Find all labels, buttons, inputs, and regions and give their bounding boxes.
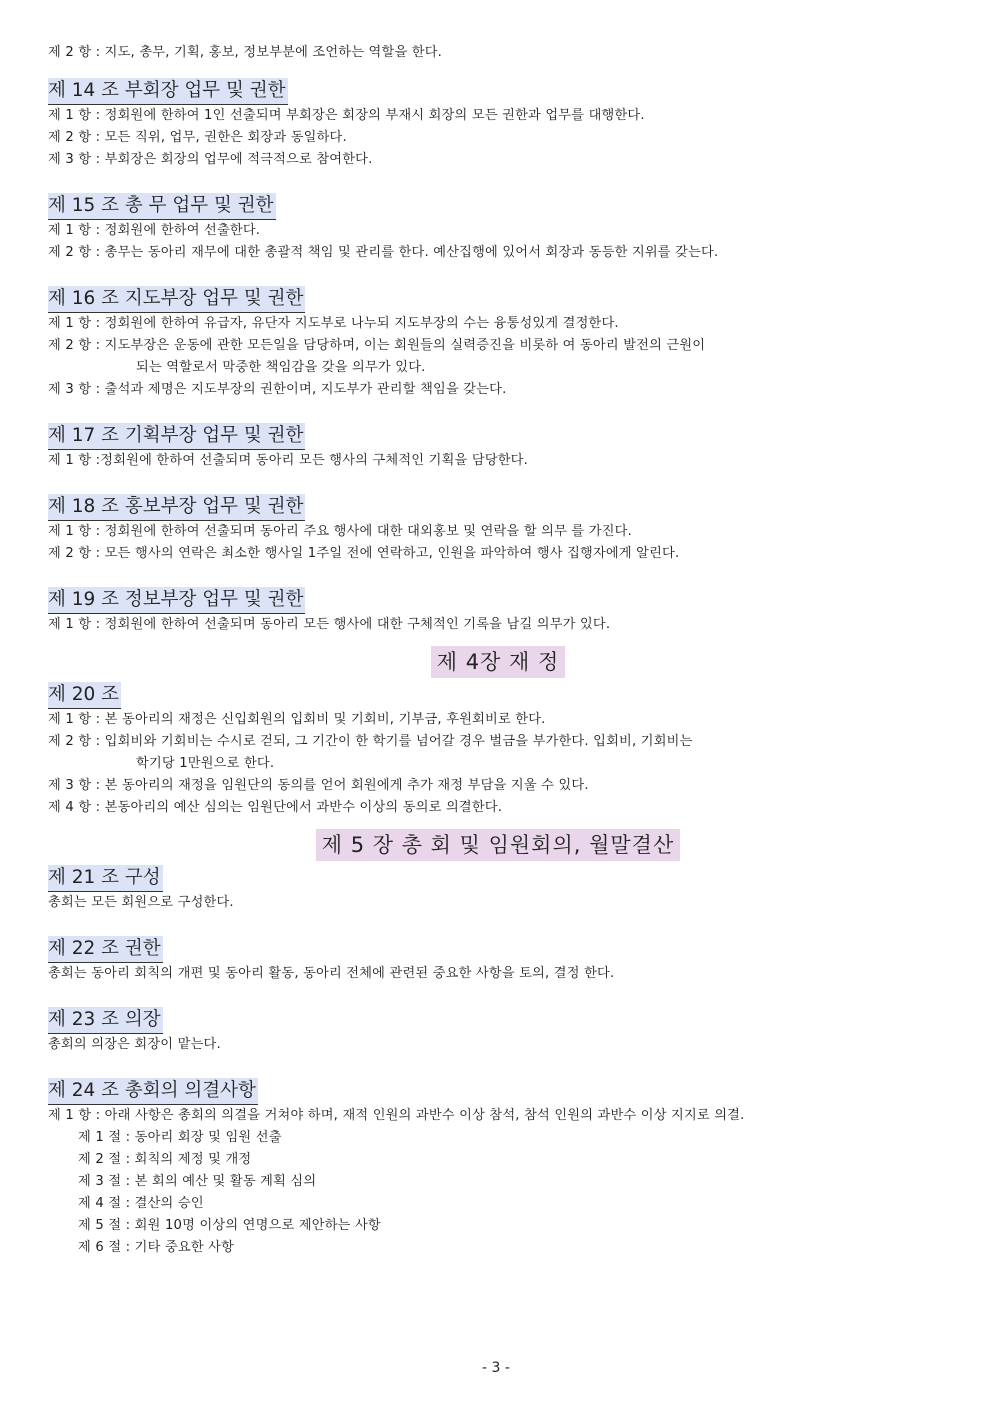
clause-line: 총회의 의장은 회장이 맡는다. [48, 1037, 221, 1052]
page-number: - 3 - [482, 1360, 510, 1376]
sub-item: 제 4 절 : 결산의 승인 [78, 1196, 204, 1211]
article-14-heading: 제 14 조 부회장 업무 및 권한 [48, 78, 288, 105]
article-16-heading: 제 16 조 지도부장 업무 및 권한 [48, 286, 305, 313]
article-17-heading: 제 17 조 기획부장 업무 및 권한 [48, 423, 305, 450]
clause-line: 제 3 항 : 부회장은 회장의 업무에 적극적으로 참여한다. [48, 152, 373, 167]
clause-line: 제 1 항 : 정회원에 한하여 선출되며 동아리 주요 행사에 대한 대외홍보 및 연락을 할 의무 를 가진다. [48, 524, 632, 539]
article-20-heading: 제 20 조 [48, 682, 121, 709]
article-22-heading: 제 22 조 권한 [48, 936, 163, 963]
clause-line: 제 2 항 : 입회비와 기회비는 수시로 걷되, 그 기간이 한 학기를 넘어갈 경우 벌금을 부가한다. 입회비, 기회비는 [48, 734, 693, 749]
article-19-heading: 제 19 조 정보부장 업무 및 권한 [48, 587, 305, 614]
article-18-heading: 제 18 조 홍보부장 업무 및 권한 [48, 494, 305, 521]
clause-line: 제 2 항 : 지도, 총무, 기획, 홍보, 정보부분에 조언하는 역할을 한다. [48, 45, 443, 60]
clause-line-continuation: 학기당 1만원으로 한다. [136, 756, 275, 771]
clause-line: 제 2 항 : 모든 행사의 연락은 최소한 행사일 1주일 전에 연락하고, 인원을 파악하여 행사 집행자에게 알린다. [48, 546, 680, 561]
clause-line: 제 2 항 : 총무는 동아리 재무에 대한 총괄적 책임 및 관리를 한다. 예산집행에 있어서 회장과 동등한 지위를 갖는다. [48, 245, 719, 260]
article-24-heading: 제 24 조 총회의 의결사항 [48, 1078, 258, 1105]
clause-line: 제 3 항 : 출석과 제명은 지도부장의 권한이며, 지도부가 관리할 책임을 갖는다. [48, 382, 507, 397]
clause-line: 제 1 항 :정회원에 한하여 선출되며 동아리 모든 행사의 구체적인 기획을 담당한다. [48, 453, 528, 468]
clause-line: 총회는 동아리 회칙의 개편 및 동아리 활동, 동아리 전체에 관련된 중요한 사항을 토의, 결정 한다. [48, 966, 615, 981]
chapter-5-heading: 제 5 장 총 회 및 임원회의, 월말결산 [316, 829, 680, 861]
sub-item: 제 2 절 : 회칙의 제정 및 개정 [78, 1152, 252, 1167]
clause-line: 제 4 항 : 본동아리의 예산 심의는 임원단에서 과반수 이상의 동의로 의결한다. [48, 800, 503, 815]
article-15-heading: 제 15 조 총 무 업무 및 권한 [48, 193, 276, 220]
clause-line-continuation: 되는 역할로서 막중한 책임감을 갖을 의무가 있다. [136, 360, 426, 375]
clause-line: 제 1 항 : 정회원에 한하여 유급자, 유단자 지도부로 나누되 지도부장의 수는 융통성있게 결정한다. [48, 316, 619, 331]
sub-item: 제 6 절 : 기타 중요한 사항 [78, 1240, 235, 1255]
chapter-4-heading: 제 4장 재 정 [431, 646, 566, 678]
clause-line: 제 1 항 : 정회원에 한하여 1인 선출되며 부회장은 회장의 부재시 회장의 모든 권한과 업무를 대행한다. [48, 108, 645, 123]
clause-line: 제 2 항 : 지도부장은 운동에 관한 모든일을 담당하며, 이는 회원들의 실력증진을 비롯하 여 동아리 발전의 근원이 [48, 338, 706, 353]
article-23-heading: 제 23 조 의장 [48, 1007, 163, 1034]
clause-line: 총회는 모든 회원으로 구성한다. [48, 895, 234, 910]
clause-line: 제 1 항 : 본 동아리의 재정은 신입회원의 입회비 및 기회비, 기부금, 후원회비로 한다. [48, 712, 546, 727]
clause-line: 제 1 항 : 정회원에 한하여 선출한다. [48, 223, 261, 238]
sub-item: 제 1 절 : 동아리 회장 및 임원 선출 [78, 1130, 282, 1145]
clause-line: 제 1 항 : 정회원에 한하여 선출되며 동아리 모든 행사에 대한 구체적인 기록을 남길 의무가 있다. [48, 617, 611, 632]
clause-line: 제 2 항 : 모든 직위, 업무, 권한은 회장과 동일하다. [48, 130, 347, 145]
sub-item: 제 3 절 : 본 회의 예산 및 활동 계획 심의 [78, 1174, 317, 1189]
clause-line: 제 1 항 : 아래 사항은 총회의 의결을 거쳐야 하며, 재적 인원의 과반수 이상 참석, 참석 인원의 과반수 이상 지지로 의결. [48, 1108, 745, 1123]
sub-item: 제 5 절 : 회원 10명 이상의 연명으로 제안하는 사항 [78, 1218, 381, 1233]
document-body [48, 42, 948, 1259]
clause-line: 제 3 항 : 본 동아리의 재정을 임원단의 동의를 얻어 회원에게 추가 재정 부담을 지울 수 있다. [48, 778, 589, 793]
article-21-heading: 제 21 조 구성 [48, 865, 163, 892]
